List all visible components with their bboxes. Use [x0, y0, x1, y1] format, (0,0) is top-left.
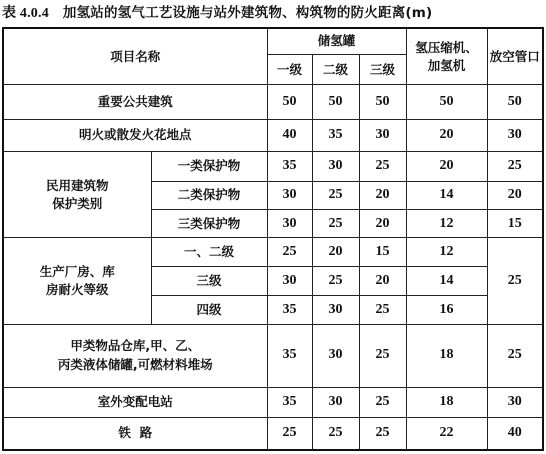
- cell-grade3: 20: [359, 181, 406, 209]
- cell-vent: 50: [487, 85, 543, 119]
- header-storage-tank: 储氢罐: [267, 28, 406, 54]
- cell-compressor: 50: [406, 85, 487, 119]
- row-sublabel: 三类保护物: [151, 210, 267, 238]
- cell-compressor: 22: [406, 417, 487, 450]
- row-label: 明火或散发火花地点: [3, 119, 267, 151]
- cell-grade3: 25: [359, 387, 406, 417]
- table-row-factory-grade12: [3, 238, 543, 266]
- row-label-warehouse: [3, 324, 267, 387]
- row-label-warehouse-line1: 甲类物品仓库,甲、乙、: [70, 338, 201, 354]
- cell-grade2: 20: [312, 238, 359, 266]
- table-row-open-fire: [3, 119, 543, 151]
- cell-grade3: 25: [359, 417, 406, 450]
- table-row-public-building: [3, 85, 543, 119]
- row-label-warehouse-line2: 丙类液体储罐,可燃材料堆场: [57, 356, 213, 372]
- cell-compressor: 12: [406, 210, 487, 238]
- cell-grade3: 20: [359, 210, 406, 238]
- cell-grade3: 30: [359, 119, 406, 151]
- table-row-substation: [3, 387, 543, 417]
- row-group-factory: [3, 238, 151, 324]
- table-caption: [2, 0, 432, 26]
- table-row-civil-class1: [3, 152, 543, 181]
- table-title: 加氢站的氢气工艺设施与站外建筑物、构筑物的防火距离(m): [62, 5, 433, 21]
- cell-grade1: 40: [267, 119, 312, 151]
- header-grade2: 二级: [312, 54, 359, 84]
- cell-grade2: 25: [312, 210, 359, 238]
- cell-grade1: 30: [267, 181, 312, 209]
- cell-grade2: 25: [312, 266, 359, 295]
- row-group-civil-line1: 民用建筑物: [45, 177, 109, 193]
- cell-vent: 30: [487, 387, 543, 417]
- cell-vent: 20: [487, 181, 543, 209]
- row-sublabel: 一类保护物: [151, 152, 267, 181]
- cell-vent: 15: [487, 210, 543, 238]
- cell-grade2: 30: [312, 152, 359, 181]
- cell-compressor: 18: [406, 324, 487, 387]
- cell-vent: 30: [487, 119, 543, 151]
- header-vent-pipe: 放空管口: [487, 28, 543, 85]
- header-compressor-line2: 加氢机: [427, 57, 466, 73]
- cell-compressor: 14: [406, 181, 487, 209]
- header-grade1: 一级: [267, 54, 312, 84]
- row-label: 铁 路: [3, 417, 267, 450]
- row-group-factory-line2: 房耐火等级: [45, 282, 109, 298]
- cell-grade1: 50: [267, 85, 312, 119]
- row-group-civil: [3, 152, 151, 238]
- row-sublabel: 四级: [151, 296, 267, 324]
- header-compressor: [406, 28, 487, 85]
- cell-grade2: 30: [312, 387, 359, 417]
- cell-compressor: 18: [406, 387, 487, 417]
- cell-grade3: 25: [359, 296, 406, 324]
- cell-vent-factory: 25: [487, 238, 543, 324]
- cell-grade2: 30: [312, 324, 359, 387]
- row-sublabel: 三级: [151, 266, 267, 295]
- row-label: 重要公共建筑: [3, 85, 267, 119]
- table-number: 表 4.0.4: [2, 6, 49, 21]
- cell-compressor: 14: [406, 266, 487, 295]
- row-sublabel: 二类保护物: [151, 181, 267, 209]
- cell-compressor: 20: [406, 119, 487, 151]
- fire-distance-table: [2, 27, 544, 451]
- row-label: 室外变配电站: [3, 387, 267, 417]
- cell-grade1: 35: [267, 152, 312, 181]
- cell-compressor: 12: [406, 238, 487, 266]
- cell-compressor: 20: [406, 152, 487, 181]
- cell-grade1: 35: [267, 296, 312, 324]
- cell-grade3: 15: [359, 238, 406, 266]
- header-compressor-line1: 氢压缩机、: [415, 39, 478, 55]
- row-sublabel: 一、二级: [151, 238, 267, 266]
- cell-grade3: 20: [359, 266, 406, 295]
- cell-compressor: 16: [406, 296, 487, 324]
- cell-vent: 25: [487, 152, 543, 181]
- fire-distance-table-container: [2, 27, 542, 451]
- cell-grade1: 30: [267, 266, 312, 295]
- header-row-1: [3, 28, 543, 54]
- table-row-warehouse: [3, 324, 543, 387]
- cell-grade1: 25: [267, 238, 312, 266]
- cell-grade1: 35: [267, 324, 312, 387]
- table-row-railway: [3, 417, 543, 450]
- cell-grade2: 25: [312, 181, 359, 209]
- cell-grade1: 25: [267, 417, 312, 450]
- row-group-factory-line1: 生产厂房、库: [39, 263, 115, 279]
- header-item-name: 项目名称: [3, 28, 267, 85]
- cell-grade3: 25: [359, 324, 406, 387]
- header-grade3: 三级: [359, 54, 406, 84]
- cell-grade3: 50: [359, 85, 406, 119]
- cell-grade2: 30: [312, 296, 359, 324]
- row-group-civil-line2: 保护类别: [52, 195, 103, 211]
- cell-grade1: 30: [267, 210, 312, 238]
- cell-vent: 25: [487, 324, 543, 387]
- cell-vent: 40: [487, 417, 543, 450]
- cell-grade3: 25: [359, 152, 406, 181]
- cell-grade2: 35: [312, 119, 359, 151]
- cell-grade2: 25: [312, 417, 359, 450]
- cell-grade2: 50: [312, 85, 359, 119]
- cell-grade1: 35: [267, 387, 312, 417]
